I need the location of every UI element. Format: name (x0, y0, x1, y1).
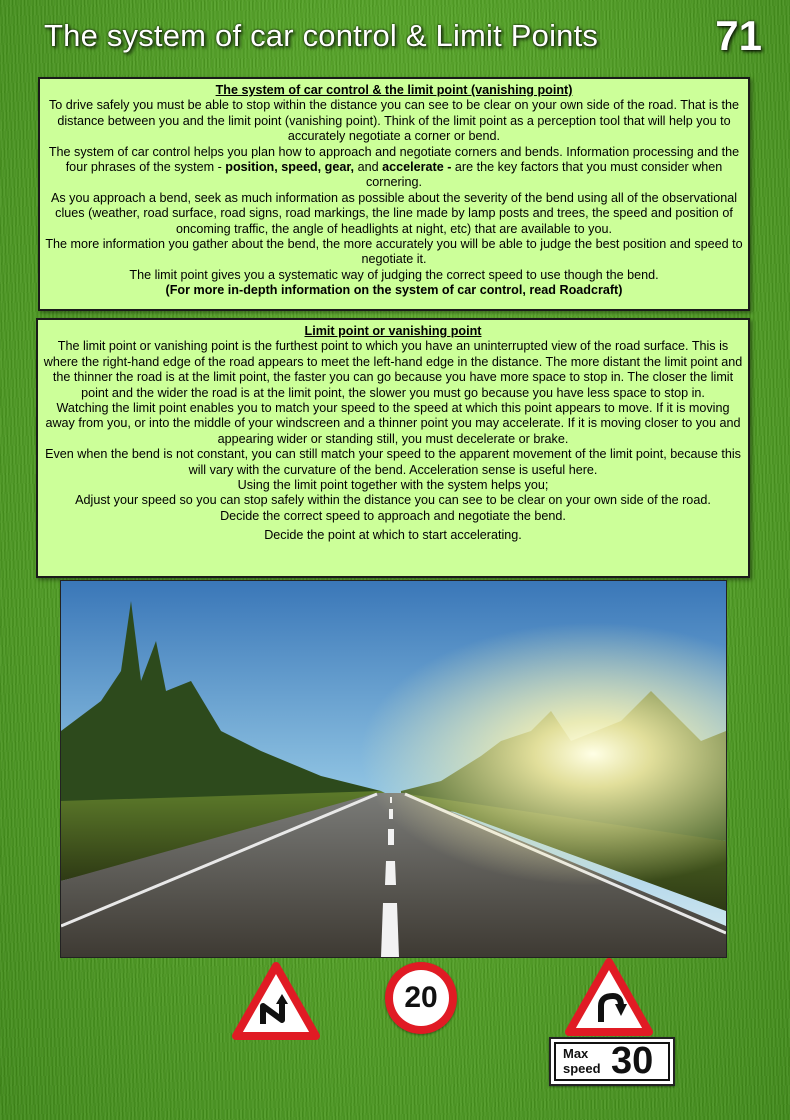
limit-point-heading: Limit point or vanishing point (304, 324, 482, 338)
limit-point-paragraph-6: Decide the correct speed to approach and negotiate the bend. (220, 508, 566, 523)
double-bend-warning-sign (232, 962, 320, 1040)
roadcraft-note: (For more in-depth information on the system of car control, read Roadcraft) (165, 283, 623, 298)
speed-limit-value: 20 (393, 970, 449, 1026)
limit-point-paragraph-4: Using the limit point together with the system helps you; (237, 478, 549, 493)
max-speed-30-plate (549, 1037, 675, 1086)
system-paragraph-6 (44, 283, 744, 298)
limit-point-box (36, 318, 750, 578)
speed-limit-20-sign (385, 962, 457, 1034)
limit-point-paragraph-1: The limit point or vanishing point is the furthest point to which you have an uninterrupted view of the road surface. This is where the right-hand edge of the road appears to meet the left-hand edge in the distance. The more distant the limit point and the thinner the road is at the limit point, the faster you can go because you have more space to stop in. The closer the limit point and the wider the road is at the limit point, the slower you must go because you have less space to stop in. (43, 339, 743, 400)
sun-glare (61, 581, 726, 957)
system-paragraph-3: As you approach a bend, seek as much information as possible about the severity of the bend using all of the observational clues (weather, road surface, road signs, road markings, the line made by lamp posts and trees, the speed and position of oncoming traffic, the angle of headlights at night, etc) that are available to you. (50, 190, 738, 236)
system-factors-bold-2: accelerate - (382, 160, 452, 175)
limit-point-paragraph-3: Even when the bend is not constant, you can still match your speed to the apparent movement of the limit point, because this will vary with the curvature of the bend. Acceleration sense is useful here. (45, 447, 741, 477)
limit-point-paragraph-5: Adjust your speed so you can stop safely within the distance you can see to be clear on your own side of the road. (75, 493, 711, 508)
max-speed-value: 30 (611, 1040, 654, 1082)
max-label: Max (563, 1046, 589, 1061)
system-paragraph-2 (44, 145, 744, 191)
max-speed-label (563, 1046, 601, 1076)
system-paragraph-4: The more information you gather about the bend, the more accurately you will be able to judge the best position and speed to negotiate it. (45, 237, 743, 267)
limit-point-paragraph-2: Watching the limit point enables you to match your speed to the speed at which this point appears to move. If it is moving away from you, or into the middle of your windscreen and a thinner point you may accelerate. If it is moving closer to you and appearing wider or standing still, you must decelerate or brake. (45, 401, 741, 446)
page-title: The system of car control & Limit Points (44, 18, 599, 53)
system-info-box (38, 77, 750, 311)
system-paragraph-5: The limit point gives you a systematic way of judging the correct speed to use though the bend. (129, 267, 659, 282)
system-paragraph-2-text-b: are the key factors that you must consider when cornering. (365, 160, 723, 190)
page-number: 71 (715, 12, 762, 59)
limit-point-paragraph-7: Decide the point at which to start accelerating. (264, 528, 522, 543)
system-heading: The system of car control & the limit point (vanishing point) (215, 83, 573, 97)
system-paragraph-1: To drive safely you must be able to stop within the distance you can see to be clear on your own side of the road. That is the distance between you and the limit point (vanishing point). Think of the limit point as a perception tool that will help you to accurately negotiate a corner or bend. (48, 98, 740, 144)
speed-label: speed (563, 1061, 601, 1076)
system-paragraph-2-and: and (357, 160, 379, 175)
bend-right-warning-sign (565, 958, 653, 1036)
system-factors-bold-1: position, speed, gear, (225, 160, 355, 175)
system-paragraph-2-text-a: The system of car control helps you plan how to approach and negotiate corners and bends. Information processing and the four phrases of the system - (48, 144, 740, 175)
road-photo (60, 580, 727, 958)
